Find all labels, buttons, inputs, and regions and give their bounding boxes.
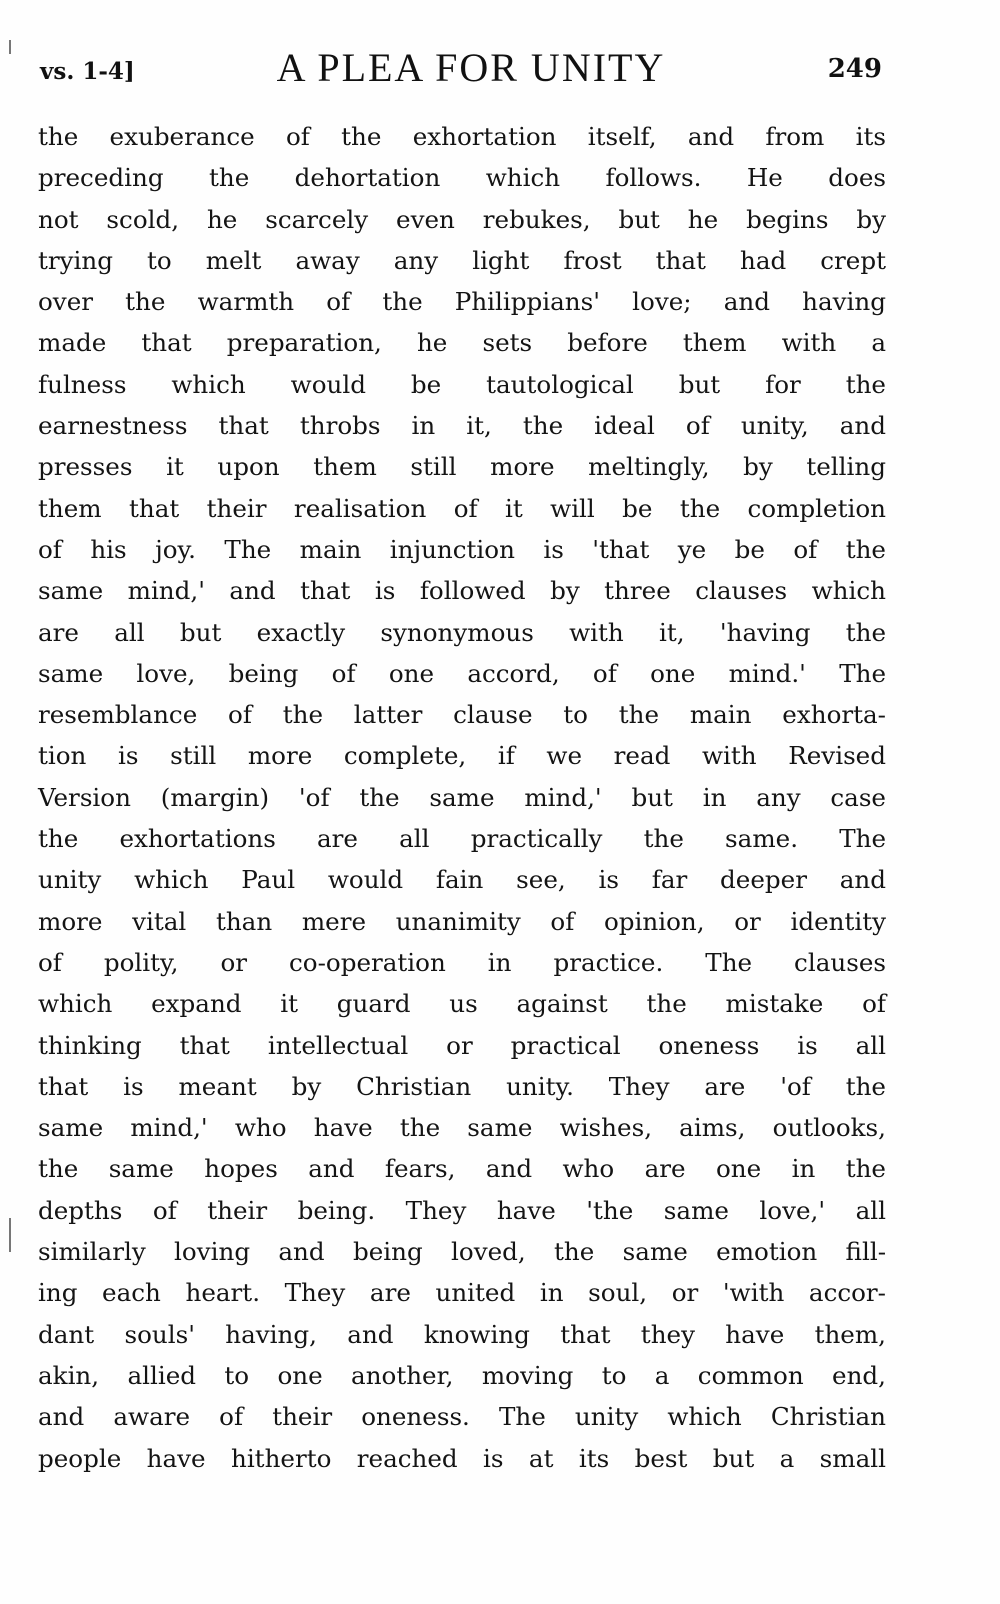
text-line: tion is still more complete, if we read with Revised [38, 741, 886, 771]
text-line: that is meant by Christian unity. They are 'of the [38, 1071, 886, 1101]
text-line: same love, being of one accord, of one mind.' The [38, 658, 886, 688]
text-line: of polity, or co-operation in practice. The clauses [38, 947, 886, 977]
running-head [40, 44, 882, 94]
text-line: and aware of their oneness. The unity which Christian [38, 1402, 886, 1432]
text-line: resemblance of the latter clause to the main exhorta- [38, 700, 886, 730]
text-line: which expand it guard us against the mistake of [38, 989, 886, 1019]
text-line: similarly loving and being loved, the same emotion fill- [38, 1237, 886, 1267]
text-line: are all but exactly synonymous with it, 'having the [38, 617, 886, 647]
text-line: thinking that intellectual or practical oneness is all [38, 1030, 886, 1060]
text-line: more vital than mere unanimity of opinion, or identity [38, 906, 886, 936]
text-line: the exhortations are all practically the same. The [38, 824, 886, 854]
margin-tick-middle [9, 1218, 11, 1252]
text-line: earnestness that throbs in it, the ideal of unity, and [38, 411, 886, 441]
text-line: same mind,' who have the same wishes, aims, outlooks, [38, 1113, 886, 1143]
text-line: Version (margin) 'of the same mind,' but in any case [38, 782, 886, 812]
text-line: the same hopes and fears, and who are one in the [38, 1154, 886, 1184]
page-title: A PLEA FOR UNITY [276, 45, 666, 90]
text-line: made that preparation, he sets before them with a [38, 328, 886, 358]
text-line: people have hitherto reached is at its best but a small [38, 1443, 886, 1473]
text-line: fulness which would be tautological but for the [38, 369, 886, 399]
text-line: dant souls' having, and knowing that they have them, [38, 1319, 886, 1349]
text-line: depths of their being. They have 'the same love,' all [38, 1195, 886, 1225]
margin-tick-top [9, 40, 11, 54]
text-line: of his joy. The main injunction is 'that ye be of the [38, 534, 886, 564]
text-line: unity which Paul would fain see, is far deeper and [38, 865, 886, 895]
text-line: not scold, he scarcely even rebukes, but he begins by [38, 204, 886, 234]
text-line: preceding the dehortation which follows. He does [38, 163, 886, 193]
text-line: akin, allied to one another, moving to a common end, [38, 1360, 886, 1390]
body-text [38, 116, 886, 1479]
text-line: ing each heart. They are united in soul, or 'with accor- [38, 1278, 886, 1308]
text-line: over the warmth of the Philippians' love; and having [38, 287, 886, 317]
text-line: same mind,' and that is followed by three clauses which [38, 576, 886, 606]
page-number: 249 [827, 54, 882, 84]
text-line: the exuberance of the exhortation itself, and from its [38, 122, 886, 151]
text-line: presses it upon them still more meltingly, by telling [38, 452, 886, 482]
text-line: trying to melt away any light frost that had crept [38, 245, 886, 275]
text-line: them that their realisation of it will be the completion [38, 493, 886, 523]
verse-reference: vs. 1-4] [40, 58, 135, 85]
